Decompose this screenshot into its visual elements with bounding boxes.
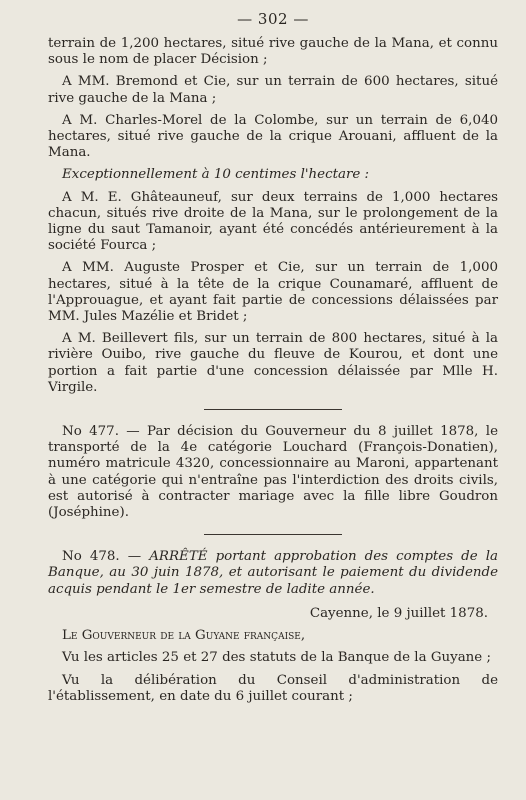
paragraph-placer-decision: terrain de 1,200 hectares, situé rive gauche de la Mana, et connu sous le nom de placer Décision ; (48, 36, 498, 68)
paragraph-vu-articles: Vu les articles 25 et 27 des statuts de la Banque de la Guyane ; (62, 650, 492, 666)
arrete-title: ARRÊTÉ portant approbation des comptes de la Banque, au 30 juin 1878, et autorisant le paiement du dividende acquis pendant le 1er semestre de ladite année. (48, 549, 498, 597)
paragraph-exceptionnellement: Exceptionnellement à 10 centimes l'hectare : (62, 167, 370, 183)
paragraph-arrete-478 (48, 549, 498, 598)
paragraph-decision-477: No 477. — Par décision du Gouverneur du 8 juillet 1878, le transporté de la 4e catégorie Louchard (François-Donatien), numéro matricule 4320, concessionnaire au Maroni, appartenant à une catégorie qui n'entraîne pas l'interdiction des droits civils, est autorisé à contracter mariage avec la fille libre Goudron (Joséphine). (48, 424, 498, 521)
date-line: Cayenne, le 9 juillet 1878. (309, 605, 488, 621)
arrete-number: No 478. — (62, 549, 142, 565)
paragraph-gouverneur: Le Gouverneur de la Guyane française, (62, 628, 306, 644)
section-divider (204, 534, 342, 535)
page-number: — 302 — (237, 10, 309, 28)
paragraph-bremond: A MM. Bremond et Cie, sur un terrain de 600 hectares, situé rive gauche de la Mana ; (48, 74, 498, 106)
paragraph-prosper: A MM. Auguste Prosper et Cie, sur un terrain de 1,000 hectares, situé à la tête de la crique Counamaré, affluent de l'Approuague, et ayant fait partie de concessions délaissées par MM. Jules Mazélie et Bridet ; (48, 260, 498, 325)
paragraph-beillevert: A M. Beillevert fils, sur un terrain de 800 hectares, situé à la rivière Ouibo, rive gauche du fleuve de Kourou, et dont une portion a fait partie d'une concession délaissée par Mlle H. Virgile. (48, 331, 498, 395)
paragraph-chateauneuf: A M. E. Ghâteauneuf, sur deux terrains de 1,000 hectares chacun, situés rive droite de la Mana, sur le prolongement de la ligne du saut Tamanoir, ayant été concédés antérieurement à la société Fourca ; (48, 189, 498, 254)
section-divider (204, 409, 342, 410)
paragraph-vu-deliberation: Vu la délibération du Conseil d'administration de l'établissement, en date du 6 juillet courant ; (48, 672, 498, 704)
paragraph-morel-colombe: A M. Charles-Morel de la Colombe, sur un terrain de 6,040 hectares, situé rive gauche de la crique Arouani, affluent de la Mana. (48, 112, 498, 161)
